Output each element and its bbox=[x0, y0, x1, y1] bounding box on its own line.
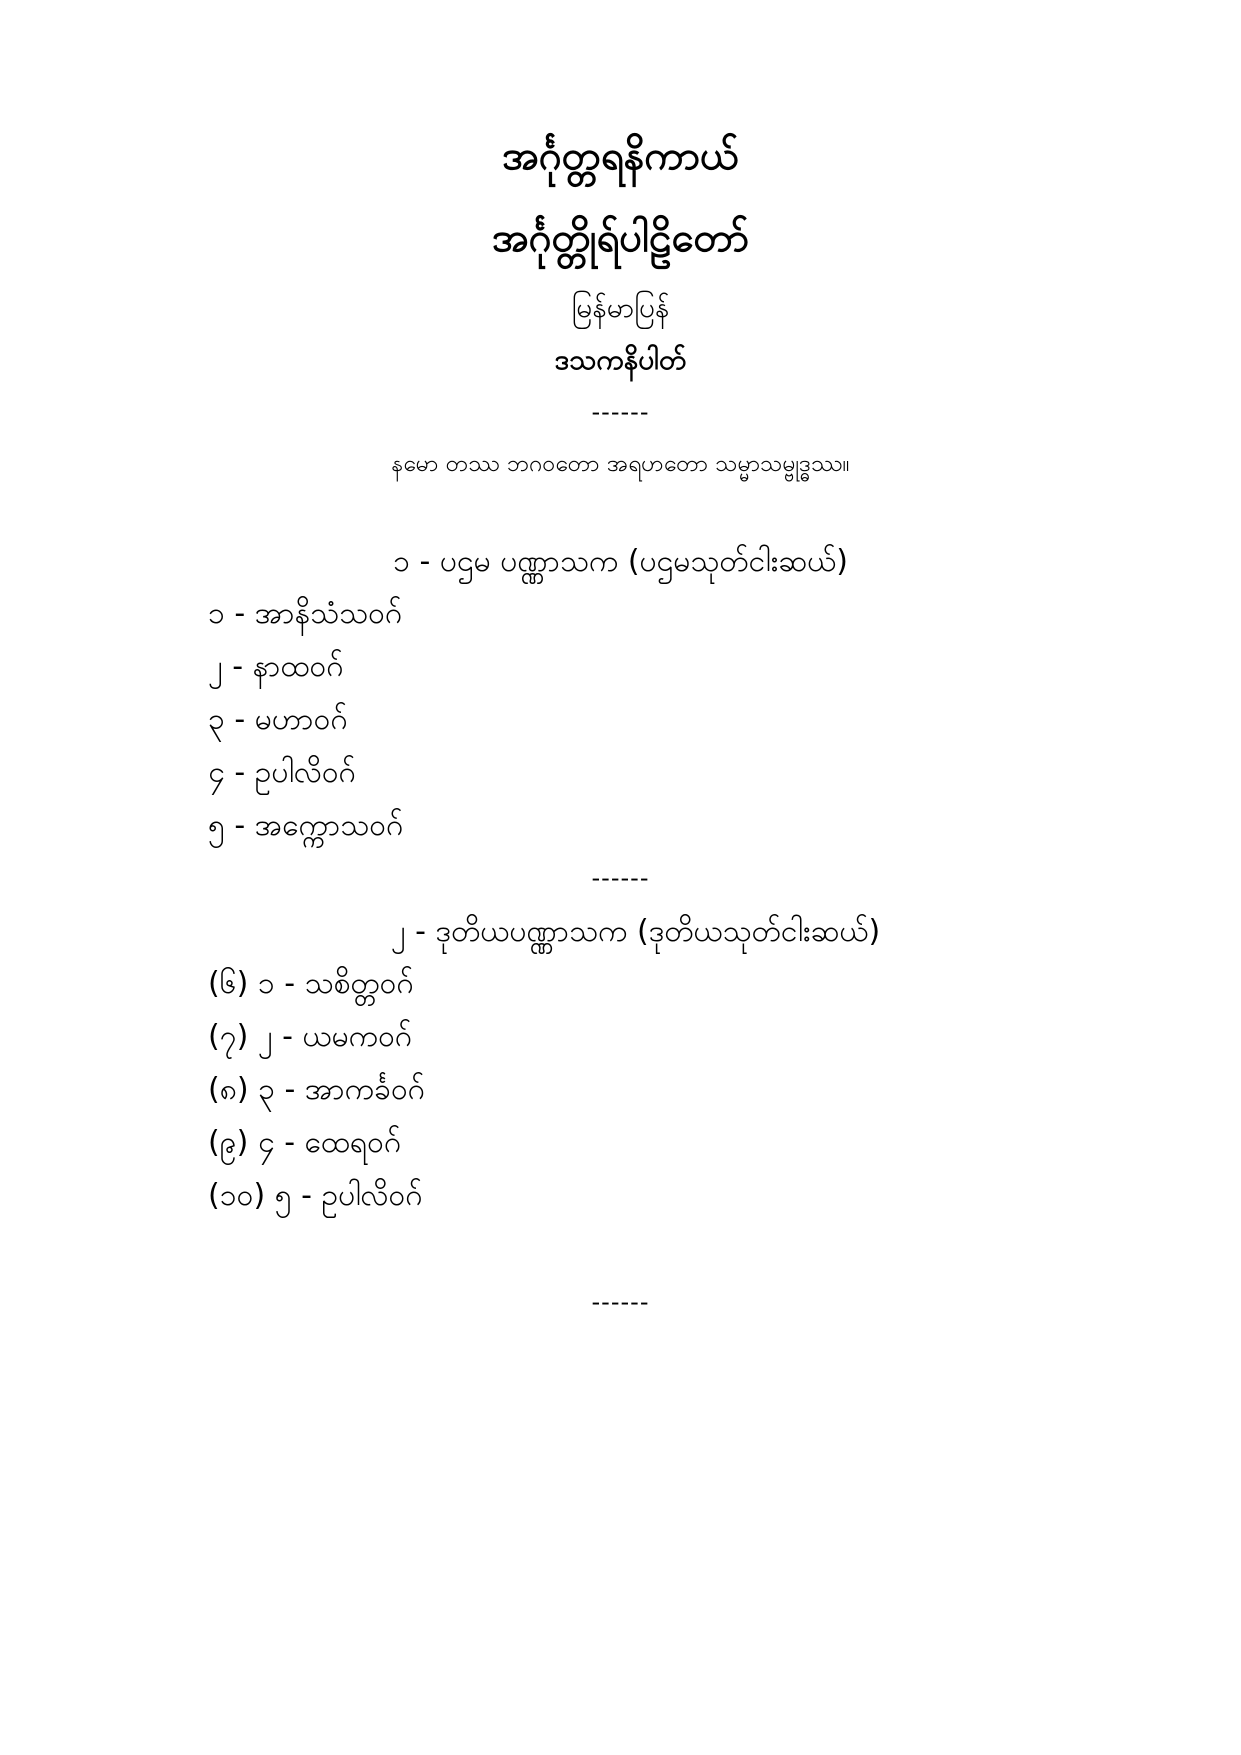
translation-label: မြန်မာပြန် bbox=[571, 291, 670, 324]
page-title: အင်္ဂုတ္တရနိကာယ် bbox=[502, 133, 739, 179]
list-item: (၉) ၄ - ထေရဝဂ် bbox=[208, 1125, 402, 1160]
page-subtitle-pali: အင်္ဂုတ္တိုရ်ပါဠိတော် bbox=[492, 215, 749, 261]
list-item: ၄ - ဥပါလိဝဂ် bbox=[208, 755, 356, 790]
invocation-text: နမော တဿ ဘဂဝတော အရဟတော သမ္မာသမ္ဗုဒ္ဓဿ။ bbox=[391, 451, 850, 477]
list-item: (၈) ၃ - အာကင်္ခဝဂ် bbox=[208, 1072, 425, 1107]
section-heading-1: ၁ - ပဌမ ပဏ္ဏာသက (ပဌမသုတ်ငါးဆယ်) bbox=[393, 544, 848, 579]
separator: ------ bbox=[591, 398, 650, 426]
nipata-title: ဒသကနိပါတ် bbox=[554, 343, 687, 376]
list-item: ၁ - အာနိသံသဝဂ် bbox=[208, 596, 403, 631]
section-heading-2: ၂ - ဒုတိယပဏ္ဏာသက (ဒုတိယသုတ်ငါးဆယ်) bbox=[390, 914, 881, 949]
list-item: (၁၀) ၅ - ဥပါလိဝဂ် bbox=[208, 1178, 423, 1213]
section-2-list bbox=[208, 962, 425, 1227]
separator: ------ bbox=[591, 864, 650, 892]
section-1-list bbox=[208, 592, 403, 857]
separator: ------ bbox=[591, 1288, 650, 1316]
list-item: (၇) ၂ - ယမကဝဂ် bbox=[208, 1019, 413, 1054]
list-item: ၂ - နာထဝဂ် bbox=[208, 649, 344, 684]
list-item: ၃ - မဟာဝဂ် bbox=[208, 702, 348, 737]
list-item: (၆) ၁ - သစိတ္တဝဂ် bbox=[208, 966, 414, 1001]
list-item: ၅ - အက္ကောသဝဂ် bbox=[208, 808, 404, 843]
